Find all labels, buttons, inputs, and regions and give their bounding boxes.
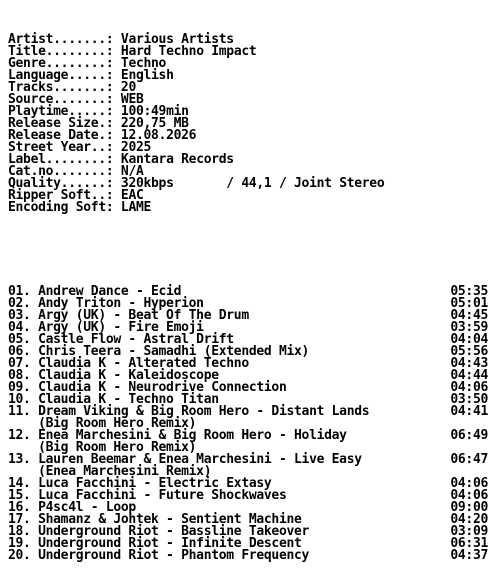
track-duration: 04:06 <box>450 476 488 491</box>
track-row <box>8 550 488 562</box>
info-label: Cat.no....... <box>8 164 106 179</box>
track-title: 08. Claudia K - Kaleidoscope <box>8 368 219 383</box>
track-title: 12. Enea Marchesini & Big Room Hero - Holiday <box>8 428 347 443</box>
info-label: Encoding Soft <box>8 200 106 215</box>
track-title: 03. Argy (UK) - Beat Of The Drum <box>8 308 249 323</box>
info-label: Street Year.. <box>8 140 106 155</box>
track-duration: 04:04 <box>450 332 488 347</box>
track-duration: 03:59 <box>450 320 488 335</box>
track-duration: 06:47 <box>450 452 488 467</box>
track-duration: 04:20 <box>450 512 488 527</box>
track-title: 06. Chris Teera - Samadhi (Extended Mix) <box>8 344 310 359</box>
info-line <box>8 202 488 214</box>
track-duration: 09:00 <box>450 500 488 515</box>
info-value: EAC <box>120 188 144 203</box>
info-label: Release Date. <box>8 128 106 143</box>
track-duration: 04:06 <box>450 380 488 395</box>
track-title: 01. Andrew Dance - Ecid <box>8 284 182 299</box>
track-duration: 03:09 <box>450 524 488 539</box>
info-separator: : <box>105 128 121 143</box>
info-separator: : <box>105 56 121 71</box>
info-value: LAME <box>120 200 152 215</box>
info-separator: : <box>105 164 121 179</box>
track-title: 13. Lauren Beemar & Enea Marchesini - Live Easy <box>8 452 362 467</box>
info-separator: : <box>105 140 121 155</box>
info-value: 100:49min <box>120 104 189 119</box>
track-title: 09. Claudia K - Neurodrive Connection <box>8 380 287 395</box>
info-value: Various Artists <box>120 32 234 47</box>
track-duration: 04:43 <box>450 356 488 371</box>
track-title: 19. Underground Riot - Infinite Descent <box>8 536 302 551</box>
info-value: English <box>120 68 174 83</box>
track-duration: 04:06 <box>450 488 488 503</box>
info-separator: : <box>105 44 121 59</box>
info-value: Hard Techno Impact <box>120 44 257 59</box>
track-duration: 04:37 <box>450 548 488 563</box>
spacer <box>8 238 488 262</box>
track-title-continuation: (Big Room Hero Remix) <box>8 440 197 455</box>
info-label: Label........ <box>8 152 106 167</box>
info-value: N/A <box>120 164 144 179</box>
track-title: 07. Claudia K - Alterated Techno <box>8 356 249 371</box>
track-title: 04. Argy (UK) - Fire Emoji <box>8 320 204 335</box>
track-title: 02. Andy Triton - Hyperion <box>8 296 204 311</box>
release-metadata <box>8 34 488 214</box>
track-title: 10. Claudia K - Techno Titan <box>8 392 219 407</box>
release-info-text <box>8 10 488 574</box>
info-label: Genre........ <box>8 56 106 71</box>
info-label: Release Size. <box>8 116 106 131</box>
track-duration: 06:49 <box>450 428 488 443</box>
info-value: 12.08.2026 <box>120 128 197 143</box>
track-title: 18. Underground Riot - Bassline Takeover <box>8 524 310 539</box>
info-label: Playtime..... <box>8 104 106 119</box>
info-label: Quality...... <box>8 176 106 191</box>
info-separator: : <box>105 104 121 119</box>
track-title: 05. Castle Flow - Astral Drift <box>8 332 234 347</box>
info-separator: : <box>105 152 121 167</box>
tracklist <box>8 286 488 562</box>
info-label: Title........ <box>8 44 106 59</box>
info-label: Ripper Soft.. <box>8 188 106 203</box>
track-duration: 04:44 <box>450 368 488 383</box>
info-separator: : <box>105 188 121 203</box>
info-value: 320kbps / 44,1 / Joint Stereo <box>120 176 385 191</box>
track-duration: 05:56 <box>450 344 488 359</box>
track-duration: 06:31 <box>450 536 488 551</box>
track-title: 17. Shamanz & Johtek - Sentient Machine <box>8 512 302 527</box>
info-value: Kantara Records <box>120 152 234 167</box>
info-label: Language..... <box>8 68 106 83</box>
info-value: 20 <box>120 80 136 95</box>
info-separator: : <box>105 80 121 95</box>
info-separator: : <box>105 176 121 191</box>
info-separator: : <box>105 68 121 83</box>
info-separator: : <box>105 116 121 131</box>
track-row <box>8 538 488 550</box>
track-row <box>8 526 488 538</box>
track-duration: 03:50 <box>450 392 488 407</box>
info-label: Tracks....... <box>8 80 106 95</box>
track-title-continuation: (Enea Marchesini Remix) <box>8 464 212 479</box>
info-separator: : <box>105 32 121 47</box>
info-separator: : <box>105 200 121 215</box>
info-value: 220,75 MB <box>120 116 189 131</box>
track-title: 14. Luca Facchini - Electric Extasy <box>8 476 272 491</box>
track-title: 15. Luca Facchini - Future Shockwaves <box>8 488 287 503</box>
track-duration: 04:41 <box>450 404 488 419</box>
info-label: Artist....... <box>8 32 106 47</box>
track-title: 11. Dream Viking & Big Room Hero - Distant Lands <box>8 404 370 419</box>
track-title: 16. P4sc4l - Loop <box>8 500 136 515</box>
track-duration: 05:35 <box>450 284 488 299</box>
track-title-continuation: (Big Room Hero Remix) <box>8 416 197 431</box>
track-title: 20. Underground Riot - Phantom Frequency <box>8 548 310 563</box>
track-duration: 04:45 <box>450 308 488 323</box>
track-duration: 05:01 <box>450 296 488 311</box>
info-label: Source....... <box>8 92 106 107</box>
info-separator: : <box>105 92 121 107</box>
info-value: 2025 <box>120 140 152 155</box>
info-value: WEB <box>120 92 144 107</box>
info-value: Techno <box>120 56 167 71</box>
